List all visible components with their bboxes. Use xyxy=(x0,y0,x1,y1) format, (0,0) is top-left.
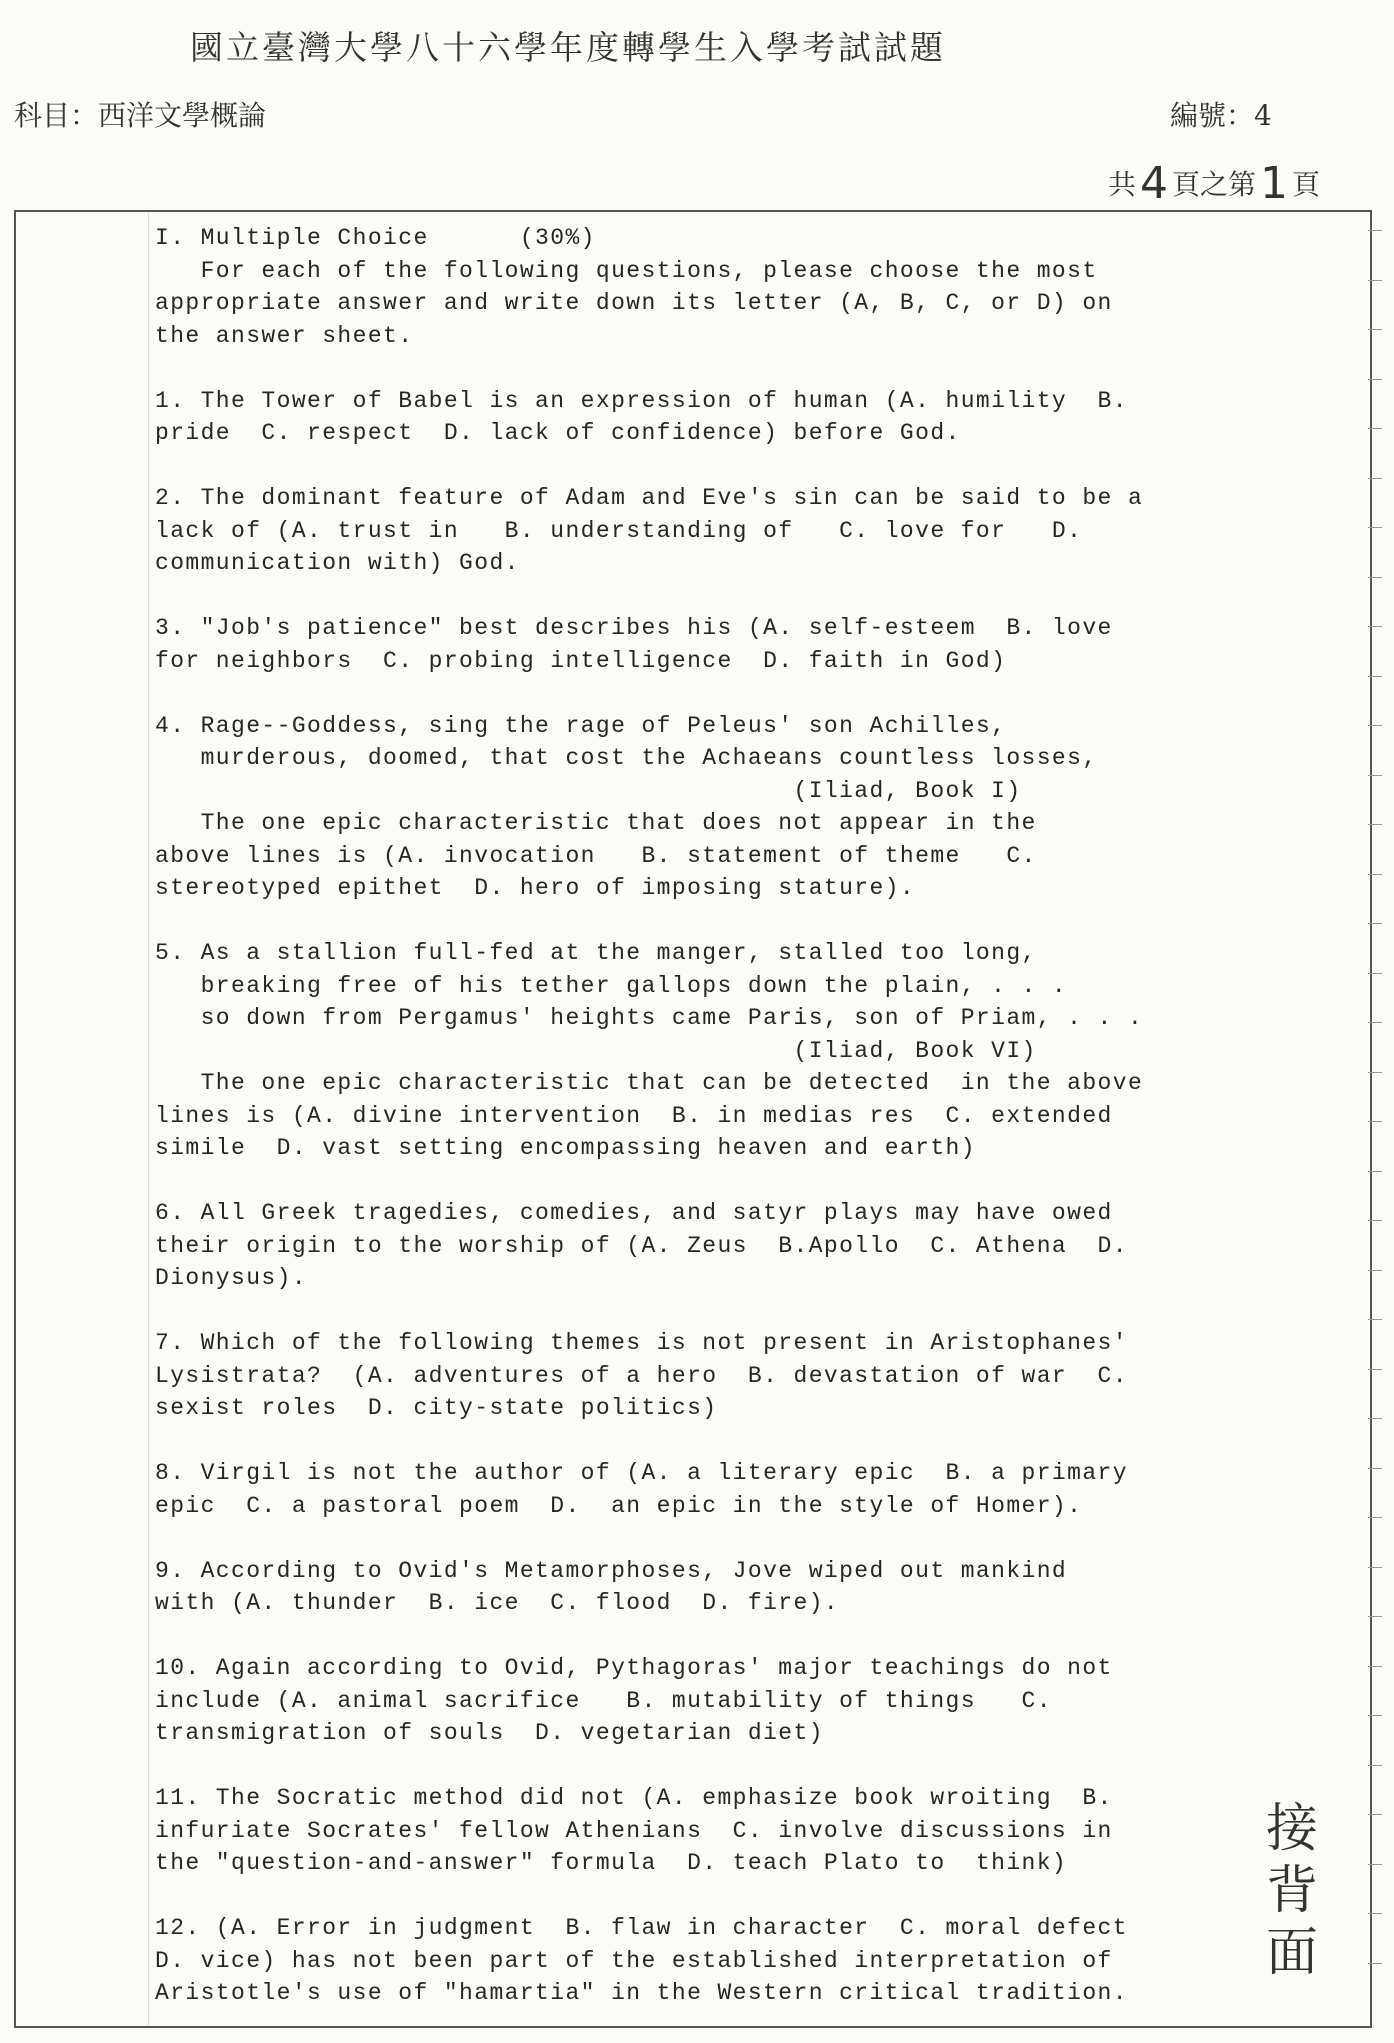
text-line: Dionysus). xyxy=(155,1265,308,1291)
right-margin-ticks xyxy=(1368,230,1388,2020)
margin-tick xyxy=(1368,280,1382,281)
text-line: 12. (A. Error in judgment B. flaw in character C. moral defect xyxy=(155,1915,1128,1941)
text-line: the "question-and-answer" formula D. teach Plato to think) xyxy=(155,1850,1068,1876)
margin-tick xyxy=(1368,1864,1382,1865)
margin-tick xyxy=(1368,577,1382,578)
text-line: sexist roles D. city-state politics) xyxy=(155,1395,718,1421)
text-line: 4. Rage--Goddess, sing the rage of Peleus' son Achilles, xyxy=(155,712,1007,739)
exam-title: 國立臺灣大學八十六學年度轉學生入學考試試題 xyxy=(190,28,946,67)
margin-tick xyxy=(1368,1022,1382,1023)
page-count-suffix: 頁 xyxy=(1292,168,1321,201)
page-count xyxy=(1108,158,1320,209)
margin-tick xyxy=(1368,1567,1382,1568)
text-line: lines is (A. divine intervention B. in medias res C. extended xyxy=(155,1102,1113,1129)
text-line: For each of the following questions, please choose the most xyxy=(155,257,1098,284)
margin-tick xyxy=(1368,874,1382,875)
margin-tick xyxy=(1368,1814,1382,1815)
text-line: 7. Which of the following themes is not present in Aristophanes' xyxy=(155,1330,1128,1356)
text-line: epic C. a pastoral poem D. an epic in the style of Homer). xyxy=(155,1492,1083,1519)
text-line: D. vice) has not been part of the established interpretation of xyxy=(155,1947,1113,1974)
turn-over-char: 接 xyxy=(1265,1799,1318,1859)
margin-tick xyxy=(1368,1517,1382,1518)
text-line: murderous, doomed, that cost the Achaeans countless losses, xyxy=(155,745,1098,771)
margin-tick xyxy=(1368,1270,1382,1271)
blank-line xyxy=(155,352,1215,385)
blank-line xyxy=(155,1165,1215,1198)
margin-tick xyxy=(1368,725,1382,726)
text-line: transmigration of souls D. vegetarian diet) xyxy=(155,1720,824,1746)
page-count-prefix: 共 xyxy=(1108,168,1137,201)
left-margin-rule xyxy=(148,212,149,2026)
margin-tick xyxy=(1368,1616,1382,1617)
page-current: 1 xyxy=(1260,158,1289,209)
blank-line xyxy=(155,1425,1215,1458)
text-line: lack of (A. trust in B. understanding of C. love for D. xyxy=(155,517,1083,544)
text-line: 2. The dominant feature of Adam and Eve's sin can be said to be a xyxy=(155,485,1144,511)
text-line: The one epic characteristic that can be detected in the above xyxy=(155,1070,1144,1096)
blank-line xyxy=(155,450,1215,483)
margin-tick xyxy=(1368,824,1382,825)
text-line: (Iliad, Book VI) xyxy=(155,1037,1037,1064)
margin-tick xyxy=(1368,626,1382,627)
text-line: Lysistrata? (A. adventures of a hero B. devastation of war C. xyxy=(155,1362,1128,1389)
margin-tick xyxy=(1368,775,1382,776)
exam-questions xyxy=(155,222,1215,2010)
exam-code: 編號：4 xyxy=(1170,99,1272,132)
text-line: 6. All Greek tragedies, comedies, and satyr plays may have owed xyxy=(155,1200,1113,1226)
text-line: simile D. vast setting encompassing heaven and earth) xyxy=(155,1135,976,1161)
blank-line xyxy=(155,1522,1215,1555)
margin-tick xyxy=(1368,478,1382,479)
text-line: 3. "Job's patience" best describes his (A. self-esteem B. love xyxy=(155,615,1113,641)
margin-tick xyxy=(1368,1715,1382,1716)
margin-tick xyxy=(1368,1765,1382,1766)
blank-line xyxy=(155,580,1215,613)
text-line: with (A. thunder B. ice C. flood D. fire). xyxy=(155,1590,840,1616)
text-line: (Iliad, Book I) xyxy=(155,777,1022,804)
text-line: above lines is (A. invocation B. statement of theme C. xyxy=(155,842,1037,869)
text-line: breaking free of his tether gallops down the plain, . . . xyxy=(155,972,1068,999)
margin-tick xyxy=(1368,1369,1382,1370)
blank-line xyxy=(155,905,1215,938)
page-count-middle: 頁之第 xyxy=(1172,168,1257,201)
margin-tick xyxy=(1368,1418,1382,1419)
margin-tick xyxy=(1368,676,1382,677)
margin-tick xyxy=(1368,329,1382,330)
text-line: I. Multiple Choice (30%) xyxy=(155,225,596,251)
text-line: 1. The Tower of Babel is an expression of human (A. humility B. xyxy=(155,387,1128,414)
text-line: pride C. respect D. lack of confidence) before God. xyxy=(155,420,961,446)
blank-line xyxy=(155,1620,1215,1653)
margin-tick xyxy=(1368,1468,1382,1469)
margin-tick xyxy=(1368,1220,1382,1221)
text-line: 11. The Socratic method did not (A. emphasize book wroiting B. xyxy=(155,1785,1113,1811)
margin-tick xyxy=(1368,1666,1382,1667)
margin-tick xyxy=(1368,379,1382,380)
margin-tick xyxy=(1368,230,1382,231)
text-line: 9. According to Ovid's Metamorphoses, Jove wiped out mankind xyxy=(155,1557,1068,1584)
text-line: stereotyped epithet D. hero of imposing stature). xyxy=(155,875,916,901)
text-line: communication with) God. xyxy=(155,550,520,576)
turn-over-note xyxy=(1262,1798,1322,1984)
margin-tick xyxy=(1368,1171,1382,1172)
margin-tick xyxy=(1368,428,1382,429)
margin-tick xyxy=(1368,923,1382,924)
subject-label: 科目：西洋文學概論 xyxy=(14,99,267,132)
margin-tick xyxy=(1368,527,1382,528)
margin-tick xyxy=(1368,1319,1382,1320)
page-total: 4 xyxy=(1140,158,1169,209)
text-line: 8. Virgil is not the author of (A. a literary epic B. a primary xyxy=(155,1460,1128,1486)
margin-tick xyxy=(1368,973,1382,974)
turn-over-char: 面 xyxy=(1265,1923,1318,1983)
text-line: Aristotle's use of "hamartia" in the Western critical tradition. xyxy=(155,1980,1128,2006)
text-line: their origin to the worship of (A. Zeus B.Apollo C. Athena D. xyxy=(155,1232,1128,1259)
margin-tick xyxy=(1368,1913,1382,1914)
blank-line xyxy=(155,677,1215,710)
text-line: 10. Again according to Ovid, Pythagoras' major teachings do not xyxy=(155,1655,1113,1681)
turn-over-char: 背 xyxy=(1265,1861,1318,1921)
text-line: infuriate Socrates' fellow Athenians C. involve discussions in xyxy=(155,1817,1113,1844)
text-line: appropriate answer and write down its letter (A, B, C, or D) on xyxy=(155,290,1113,316)
margin-tick xyxy=(1368,1121,1382,1122)
text-line: the answer sheet. xyxy=(155,322,414,349)
text-line: for neighbors C. probing intelligence D. faith in God) xyxy=(155,647,1007,674)
text-line: 5. As a stallion full-fed at the manger, stalled too long, xyxy=(155,940,1037,966)
blank-line xyxy=(155,1880,1215,1913)
text-line: so down from Pergamus' heights came Paris, son of Priam, . . . xyxy=(155,1005,1144,1031)
blank-line xyxy=(155,1295,1215,1328)
blank-line xyxy=(155,1750,1215,1783)
margin-tick xyxy=(1368,1963,1382,1964)
margin-tick xyxy=(1368,1072,1382,1073)
text-line: include (A. animal sacrifice B. mutability of things C. xyxy=(155,1687,1052,1714)
text-line: The one epic characteristic that does not appear in the xyxy=(155,810,1037,836)
